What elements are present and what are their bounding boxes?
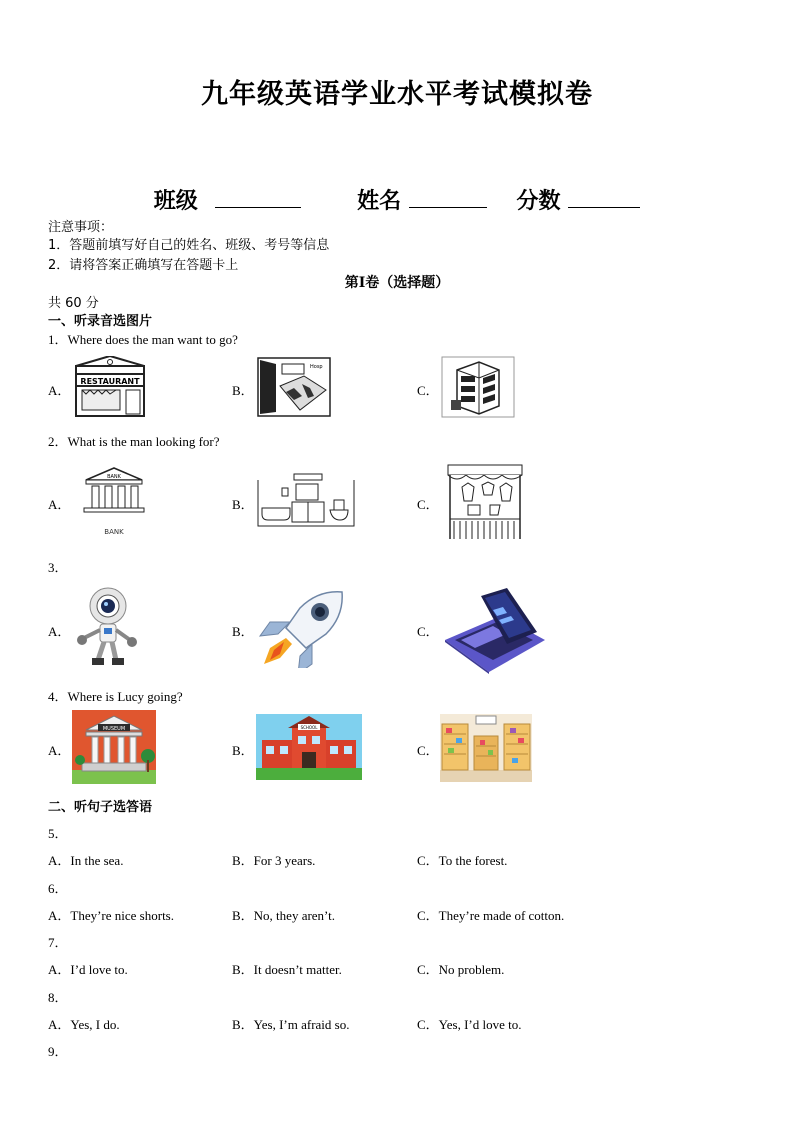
student-info-line xyxy=(0,184,794,215)
text-option[interactable]: A．They’re nice shorts. xyxy=(48,908,174,923)
supermarket-icon[interactable] xyxy=(440,714,532,782)
restaurant-icon[interactable] xyxy=(72,356,148,418)
svg-text:RESTAURANT: RESTAURANT xyxy=(80,377,140,386)
text-option[interactable]: B．For 3 years. xyxy=(232,853,316,868)
notice-item: 1．答题前填写好自己的姓名、班级、考号等信息 xyxy=(48,238,330,253)
option-label[interactable]: C． xyxy=(417,383,439,398)
option-label[interactable]: C． xyxy=(417,743,439,758)
option-label[interactable]: B． xyxy=(232,743,254,758)
hospital-scene-icon[interactable] xyxy=(256,356,332,418)
score-label: 分数 xyxy=(516,188,561,214)
svg-text:MUSEUM: MUSEUM xyxy=(102,726,126,732)
question-1: 1．Where does the man want to go? xyxy=(48,332,238,347)
question-9: 9． xyxy=(48,1044,68,1059)
page-title: 九年级英语学业水平考试模拟卷 xyxy=(201,79,593,110)
text-option[interactable]: C．Yes, I’d love to. xyxy=(417,1017,522,1032)
question-7: 7． xyxy=(48,935,68,950)
text-option[interactable]: C．They’re made of cotton. xyxy=(417,908,565,923)
bathroom-icon[interactable] xyxy=(256,470,356,530)
question-6: 6． xyxy=(48,881,68,896)
question-2: 2．What is the man looking for? xyxy=(48,434,220,449)
option-label[interactable]: A． xyxy=(48,624,71,639)
building-icon[interactable] xyxy=(441,356,515,418)
question-8: 8． xyxy=(48,990,68,1005)
question-4: 4．Where is Lucy going? xyxy=(48,689,183,704)
name-blank[interactable] xyxy=(409,189,487,208)
text-option[interactable]: A．Yes, I do. xyxy=(48,1017,120,1032)
option-label[interactable]: B． xyxy=(232,624,254,639)
school-icon[interactable] xyxy=(256,714,362,780)
robot-icon[interactable] xyxy=(72,586,138,672)
text-option[interactable]: A．In the sea. xyxy=(48,853,124,868)
option-label[interactable]: A． xyxy=(48,743,71,758)
text-option[interactable]: B．No, they aren’t. xyxy=(232,908,336,923)
text-option[interactable]: C．To the forest. xyxy=(417,853,508,868)
rocket-icon[interactable] xyxy=(256,588,346,668)
class-label: 班级 xyxy=(153,188,198,214)
question-5: 5． xyxy=(48,826,68,841)
svg-text:SCHOOL: SCHOOL xyxy=(300,725,318,730)
text-option[interactable]: B．Yes, I’m afraid so. xyxy=(232,1017,350,1032)
option-label[interactable]: A． xyxy=(48,383,71,398)
volume-title: 第I卷（选择题） xyxy=(344,275,450,291)
option-label[interactable]: C． xyxy=(417,624,439,639)
option-label[interactable]: B． xyxy=(232,383,254,398)
museum-icon[interactable] xyxy=(72,710,156,784)
name-label: 姓名 xyxy=(357,188,402,214)
text-option[interactable]: B．It doesn’t matter. xyxy=(232,962,342,977)
notice-item: 2．请将答案正确填写在答题卡上 xyxy=(48,258,239,273)
svg-text:BANK: BANK xyxy=(104,528,124,536)
class-blank[interactable] xyxy=(215,189,301,208)
section-heading: 二、听句子选答语 xyxy=(48,800,153,815)
option-label[interactable]: A． xyxy=(48,497,71,512)
section-heading: 一、听录音选图片 xyxy=(48,314,153,329)
laptop-icon[interactable] xyxy=(441,586,547,674)
svg-text:BANK: BANK xyxy=(107,474,121,480)
option-label[interactable]: C． xyxy=(417,497,439,512)
text-option[interactable]: A．I’d love to. xyxy=(48,962,128,977)
clothes-shop-icon[interactable] xyxy=(446,463,524,541)
bank-icon[interactable] xyxy=(80,466,148,538)
total-score: 共 60 分 xyxy=(48,296,99,311)
text-option[interactable]: C．No problem. xyxy=(417,962,505,977)
question-3: 3． xyxy=(48,560,68,575)
notice-heading: 注意事项： xyxy=(48,220,114,235)
score-blank[interactable] xyxy=(568,189,640,208)
svg-text:Hosp: Hosp xyxy=(310,364,323,370)
option-label[interactable]: B． xyxy=(232,497,254,512)
